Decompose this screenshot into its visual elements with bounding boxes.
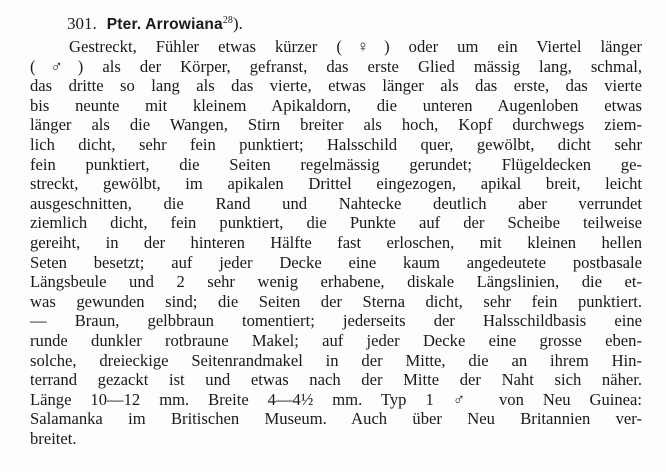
text-line: streckt, gewölbt, im apikalen Drittel eingezogen, apikal breit, leicht (30, 174, 642, 194)
text-line: Länge 10—12 mm. Breite 4—4½ mm. Typ 1 ♂ von Neu Guinea: (30, 389, 642, 409)
heading-suffix: ). (232, 14, 243, 33)
entry-number: 301. (67, 14, 97, 33)
entry-heading (67, 13, 642, 35)
species-entry (30, 13, 642, 448)
text-line: fein punktiert, die Seiten regelmässig gerundet; Flügeldecken ge- (30, 154, 642, 174)
text-line: das dritte so lang als das vierte, etwas länger als das erste, das vierte (30, 76, 642, 96)
species-name: Pter. Arrowiana (106, 16, 223, 33)
description-text (30, 37, 642, 448)
text-line: terrand gezackt ist und etwas nach der Mitte der Naht sich näher. (30, 370, 642, 390)
text-line: Gestreckt, Fühler etwas kürzer (♀) oder um ein Viertel länger (69, 37, 642, 56)
text-line: (♂) als der Körper, gefranst, das erste Glied mässig lang, schmal, (30, 56, 642, 76)
text-line: — Braun, gelbbraun tomentiert; jederseits der Halsschildbasis eine (30, 311, 642, 331)
footnote-reference: 28 (222, 15, 233, 26)
text-line: bis neunte mit kleinem Apikaldorn, die unteren Augenloben etwas (30, 95, 642, 115)
text-line: Salamanka im Britischen Museum. Auch über Neu Britannien ver- (30, 409, 642, 429)
text-line: gereiht, in der hinteren Hälfte fast erloschen, mit kleinen hellen (30, 232, 642, 252)
text-line: ausgeschnitten, die Rand und Nahtecke deutlich aber verrundet (30, 193, 642, 213)
text-line: Längsbeule und 2 sehr wenig erhabene, diskale Längslinien, die et- (30, 272, 642, 292)
text-line: lich dicht, sehr fein punktiert; Halsschild quer, gewölbt, dicht sehr (30, 134, 642, 154)
text-line: länger als die Wangen, Stirn breiter als hoch, Kopf durchwegs ziem- (30, 115, 642, 135)
text-line: breitet. (30, 428, 77, 448)
text-line: solche, dreieckige Seitenrandmakel in der Mitte, die an ihrem Hin- (30, 350, 642, 370)
text-line: runde dunkler rotbraune Makel; auf jeder Decke eine grosse eben- (30, 330, 642, 350)
text-line: ziemlich dicht, fein punktiert, die Punkte auf der Scheibe teilweise (30, 213, 642, 233)
text-line: Seten besetzt; auf jeder Decke eine kaum angedeutete postbasale (30, 252, 642, 272)
text-line: was gewunden sind; die Seiten der Sterna dicht, sehr fein punktiert. (30, 291, 642, 311)
